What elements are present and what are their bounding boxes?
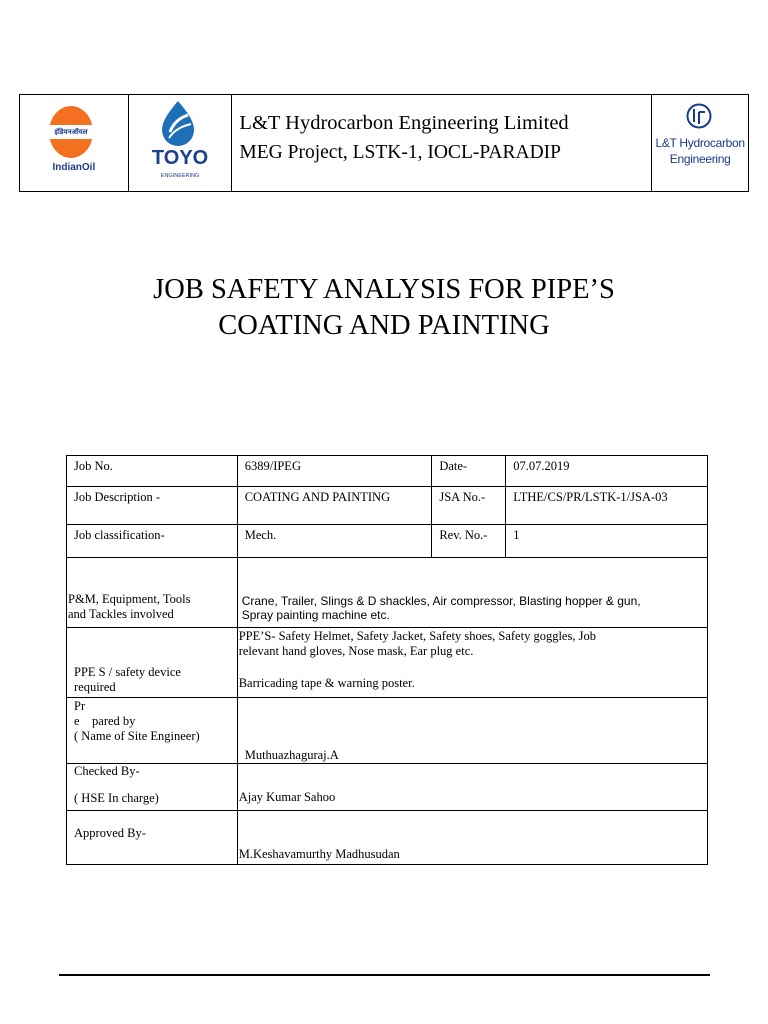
lt-wordmark-line1: L&T Hydrocarbon: [655, 136, 745, 150]
rev-no-label: Rev. No.-: [432, 525, 506, 558]
document-header: [19, 94, 749, 192]
jsa-info-table: [66, 455, 708, 865]
checked-label-line2: ( HSE In charge): [74, 791, 159, 805]
pm-label-line2: and Tackles involved: [68, 607, 174, 621]
indianoil-wordmark: IndianOil: [52, 162, 96, 173]
pm-value-line2: Spray painting machine etc.: [241, 608, 390, 622]
prepared-label-line3: ( Name of Site Engineer): [74, 729, 200, 743]
project-name: MEG Project, LSTK-1, IOCL-PARADIP: [239, 142, 561, 163]
checked-label-line1: Checked By-: [74, 764, 140, 778]
date-value: 07.07.2019: [506, 456, 708, 487]
approved-by-value: M.Keshavamurthy Madhusudan: [237, 811, 707, 865]
lt-logo-icon: [686, 103, 712, 129]
pm-equipment-label: [67, 558, 238, 628]
checked-by-value: Ajay Kumar Sahoo: [237, 764, 707, 811]
ppe-value-line3: Barricading tape & warning poster.: [238, 676, 415, 690]
job-classification-label: Job classification-: [67, 525, 238, 558]
lt-wordmark: [652, 135, 748, 167]
toyo-drop-icon: [160, 99, 196, 147]
company-info-cell: [232, 95, 652, 191]
pm-equipment-value: [237, 558, 707, 628]
table-row: [67, 487, 708, 525]
jsa-no-value: LTHE/CS/PR/LSTK-1/JSA-03: [506, 487, 708, 525]
toyo-subtitle: ENGINEERING: [160, 173, 200, 179]
footer-divider: [59, 974, 710, 976]
lt-logo-cell: [652, 95, 748, 191]
job-classification-value: Mech.: [237, 525, 432, 558]
toyo-wordmark: TOYO: [151, 147, 209, 169]
table-row: [67, 764, 708, 811]
job-description-value: COATING AND PAINTING: [237, 487, 432, 525]
lt-wordmark-line2: Engineering: [669, 152, 731, 166]
prepared-label-line2: e pared by: [74, 714, 136, 728]
job-description-label: Job Description -: [67, 487, 238, 525]
ppe-label-line1: PPE S / safety device: [74, 665, 181, 679]
rev-no-value: 1: [506, 525, 708, 558]
title-line-1: JOB SAFETY ANALYSIS FOR PIPE’S: [153, 274, 615, 305]
indianoil-logo-cell: [20, 95, 129, 191]
indianoil-logo: [49, 106, 93, 158]
pm-label-line1: P&M, Equipment, Tools: [68, 592, 191, 606]
ppe-label: [67, 628, 238, 698]
toyo-logo-cell: [129, 95, 233, 191]
table-row: [67, 811, 708, 865]
table-row: [67, 628, 708, 698]
prepared-label-line1: Pr: [74, 699, 86, 713]
title-line-2: COATING AND PAINTING: [218, 310, 550, 341]
ppe-label-line2: required: [74, 680, 116, 694]
prepared-by-label: [67, 698, 238, 764]
jsa-no-label: JSA No.-: [432, 487, 506, 525]
table-row: [67, 456, 708, 487]
date-label: Date-: [432, 456, 506, 487]
ppe-value-line1: PPE’S- Safety Helmet, Safety Jacket, Safety shoes, Safety goggles, Job: [238, 629, 596, 643]
table-row: [67, 525, 708, 558]
approved-by-label: Approved By-: [67, 811, 238, 865]
pm-value-line1: Crane, Trailer, Slings & D shackles, Air compressor, Blasting hopper & gun,: [241, 594, 641, 608]
job-no-value: 6389/IPEG: [237, 456, 432, 487]
table-row: [67, 698, 708, 764]
company-name: L&T Hydrocarbon Engineering Limited: [239, 112, 569, 134]
job-no-label: Job No.: [67, 456, 238, 487]
prepared-by-value: Muthuazhaguraj.A: [237, 698, 707, 764]
table-row: [67, 558, 708, 628]
indianoil-logo-band: इंडियनऑयल: [49, 125, 93, 139]
ppe-value-line2: relevant hand gloves, Nose mask, Ear plug etc.: [238, 644, 474, 658]
ppe-value: [237, 628, 707, 698]
document-title: [0, 272, 768, 344]
checked-by-label: [67, 764, 238, 811]
